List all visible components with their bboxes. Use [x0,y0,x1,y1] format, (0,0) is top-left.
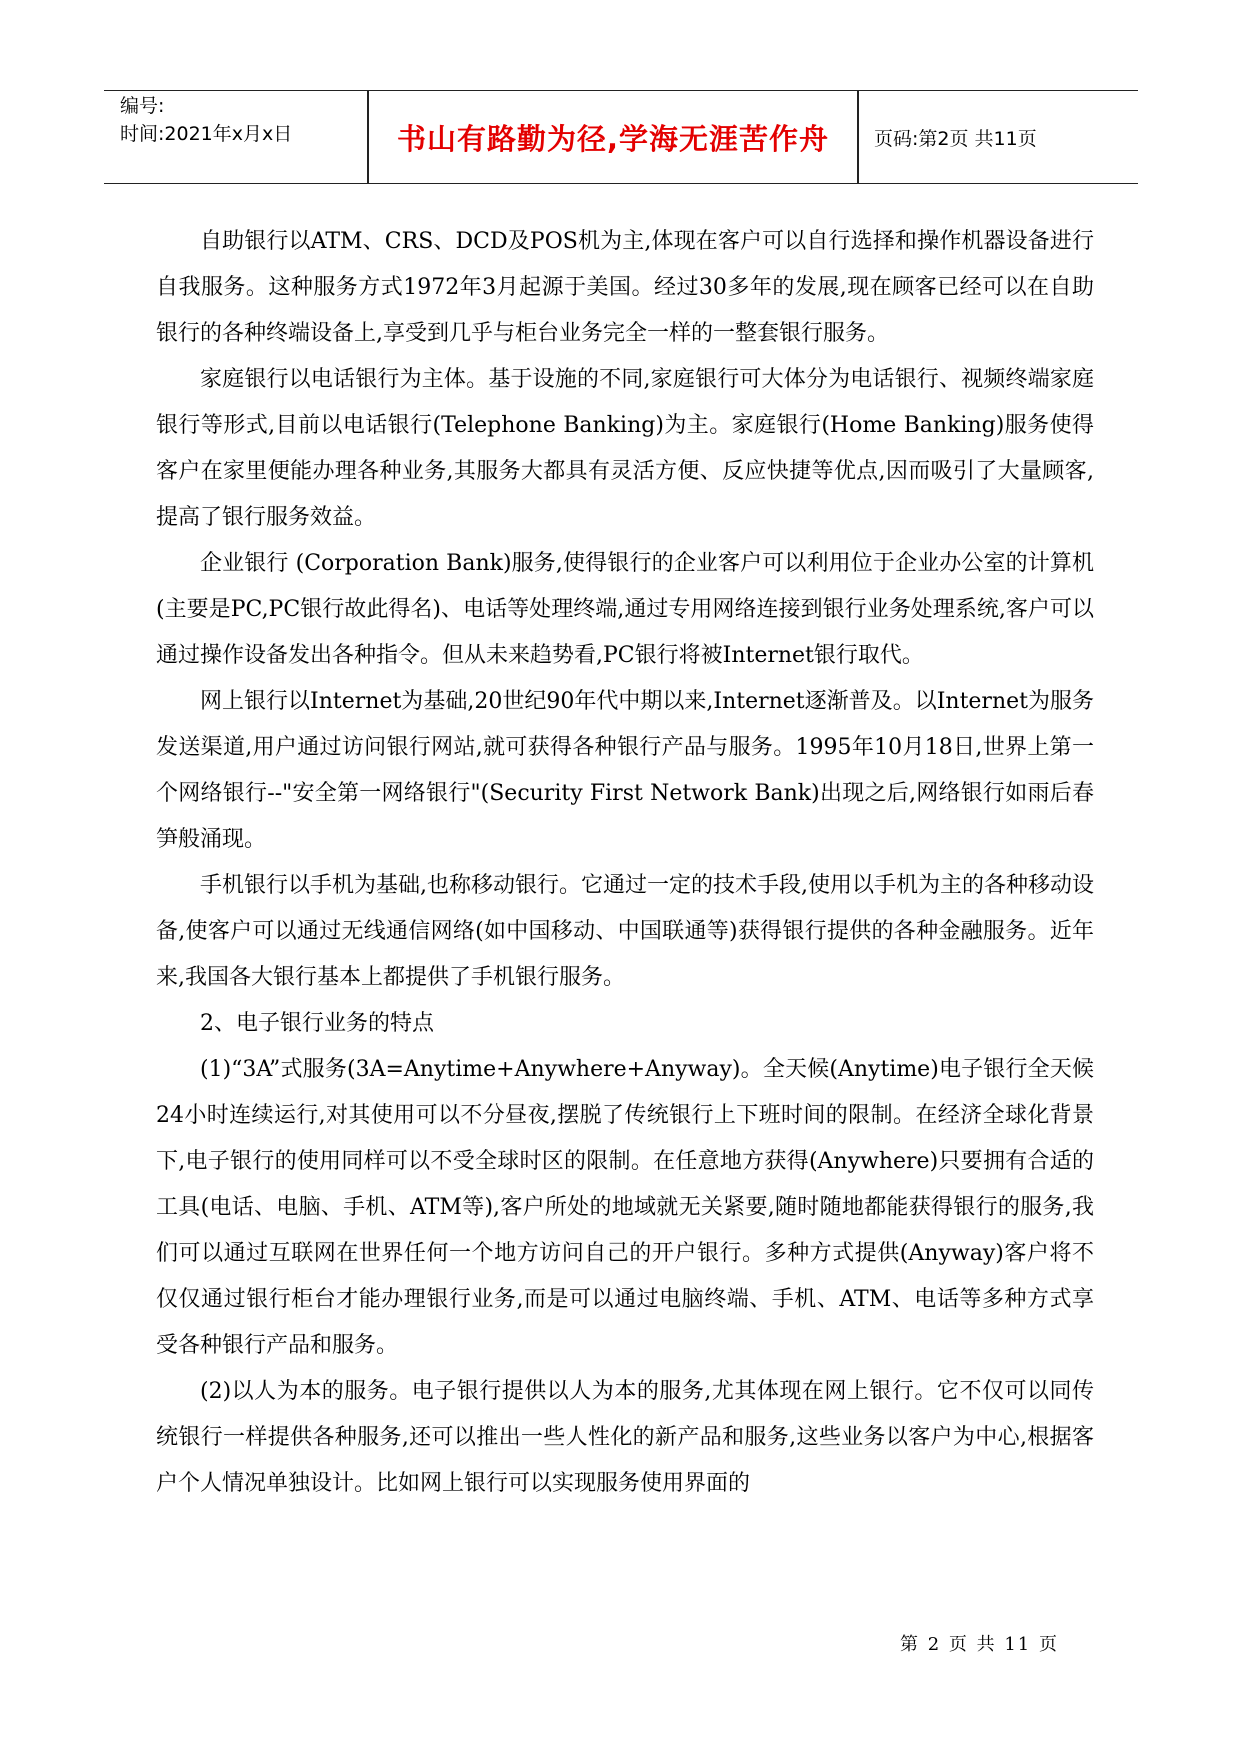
header-number: 编号: [120,95,165,117]
paragraph-people-oriented: (2)以人为本的服务。电子银行提供以人为本的服务,尤其体现在网上银行。它不仅可以同传统银行一样提供各种服务,还可以推出一些人性化的新产品和服务,这些业务以客户为中心,根据客户个人情况单独设计。比如网上银行可以实现服务使用界面的 [156,1379,1094,1496]
paragraph-online-bank: 网上银行以Internet为基础,20世纪90年代中期以来,Internet逐渐普及。以Internet为服务发送渠道,用户通过访问银行网站,就可获得各种银行产品与服务。1995年10月18日,世界上第一个网络银行--"安全第一网络银行"(Security First Network Bank)出现之后,网络银行如雨后春笋般涌现。 [156,689,1094,852]
section-heading: 2、电子银行业务的特点 [200,1011,434,1036]
paragraph-home-bank: 家庭银行以电话银行为主体。基于设施的不同,家庭银行可大体分为电话银行、视频终端家庭银行等形式,目前以电话银行(Telephone Banking)为主。家庭银行(Home Banking)服务使得客户在家里便能办理各种业务,其服务大都具有灵活方便、反应快捷等优点,因而吸引了大量顾客,提高了银行服务效益。 [156,367,1094,530]
header-divider [857,91,859,183]
paragraph-3a-service: (1)“3A”式服务(3A=Anytime+Anywhere+Anyway)。全天候(Anytime)电子银行全天候24小时连续运行,对其使用可以不分昼夜,摆脱了传统银行上下班时间的限制。在经济全球化背景下,电子银行的使用同样可以不受全球时区的限制。在任意地方获得(Anywhere)只要拥有合适的工具(电话、电脑、手机、ATM等),客户所处的地域就无关紧要,随时随地都能获得银行的服务,我们可以通过互联网在世界任何一个地方访问自己的开户银行。多种方式提供(Anyway)客户将不仅仅通过银行柜台才能办理银行业务,而是可以通过电脑终端、手机、ATM、电话等多种方式享受各种银行产品和服务。 [156,1057,1094,1358]
header-page-number: 页码:第2页 共11页 [874,127,1037,150]
page-header [104,90,1138,184]
header-time: 时间:2021年x月x日 [120,123,293,145]
header-meta [120,91,360,183]
paragraph-self-service-bank: 自助银行以ATM、CRS、DCD及POS机为主,体现在客户可以自行选择和操作机器设备进行自我服务。这种服务方式1972年3月起源于美国。经过30多年的发展,现在顾客已经可以在自助银行的各种终端设备上,享受到几乎与柜台业务完全一样的一整套银行服务。 [156,229,1094,346]
header-motto: 书山有路勤为径,学海无涯苦作舟 [396,121,830,156]
document-body [156,219,1094,1507]
paragraph-corporate-bank: 企业银行 (Corporation Bank)服务,使得银行的企业客户可以利用位于企业办公室的计算机(主要是PC,PC银行故此得名)、电话等处理终端,通过专用网络连接到银行业务处理系统,客户可以通过操作设备发出各种指令。但从未来趋势看,PC银行将被Internet银行取代。 [156,551,1094,668]
page-footer: 第 2 页 共 11 页 [900,1634,1059,1655]
paragraph-mobile-bank: 手机银行以手机为基础,也称移动银行。它通过一定的技术手段,使用以手机为主的各种移动设备,使客户可以通过无线通信网络(如中国移动、中国联通等)获得银行提供的各种金融服务。近年来,我国各大银行基本上都提供了手机银行服务。 [156,873,1094,990]
